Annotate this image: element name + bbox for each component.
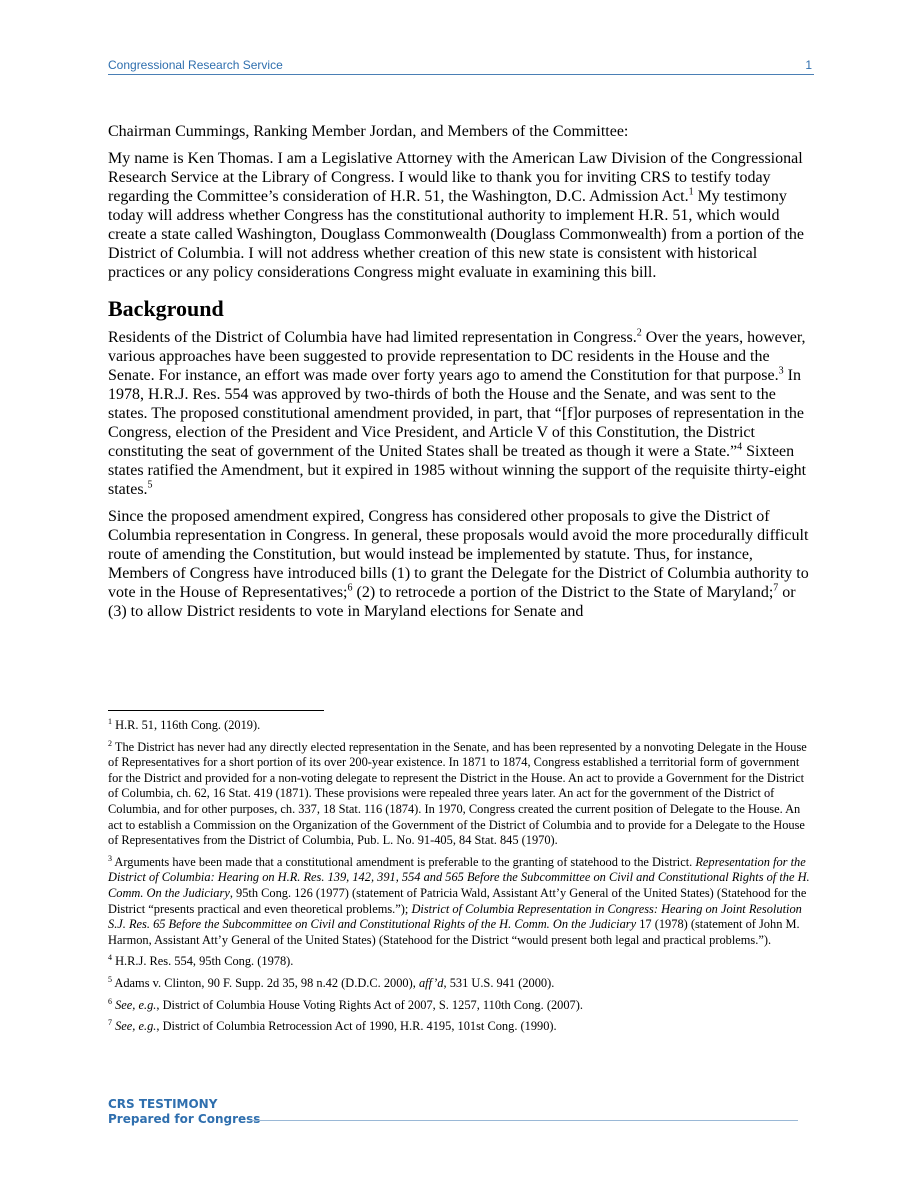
- testimony-body: [108, 122, 814, 629]
- footnote-ref-5: 5: [147, 479, 153, 491]
- footnote-ref-6: 6: [347, 582, 353, 594]
- footer-title: CRS TESTIMONY: [108, 1097, 218, 1111]
- page-header: [108, 58, 814, 75]
- footnote-ref-2: 2: [636, 327, 642, 339]
- footnotes-section: [108, 718, 814, 1041]
- footnote-ref-1: 1: [688, 186, 694, 198]
- footer-brand: [108, 1097, 260, 1127]
- footnote-4: $^4$ H.R.J. Res. 554, 95th Cong. (1978).: [108, 953, 294, 969]
- footer-subtitle: Prepared for Congress: [108, 1112, 261, 1126]
- footnote-3: $^3$ Arguments have been made that a constitutional amendment is preferable to the granting of statehood to the District. Representation for the District of Columbia: Hearing on H.R. Res. 139, 142, 391, 554 and 565 Before the Subcommittee on Civil and Constitutional Rights of the H. Comm. On the Judiciary, 95th Cong. 126 (1977) (statement of Patricia Wald, Assistant Att’y General of the United States) (Statehood for the District “presents practical and even theoretical problems.”); District of Columbia Representation in Congress: Hearing on Joint Resolution S.J. Res. 65 Before the Subcommittee on Civil and Constitutional Rights of the H. Comm. On the Judiciary 17 (1978) (statement of John M. Harmon, Assistant Att’y General of the United States) (Statehood for the District “would present both legal and practical problems.”).: [108, 853, 810, 947]
- footnote-ref-7: 7: [773, 582, 779, 594]
- footer-divider: [250, 1120, 798, 1121]
- footnote-2: $^2$ The District has never had any directly elected representation in the Senate, and has been represented by a nonvoting Delegate in the House of Representatives for a short portion of its over 200-year existence. In 1871 to 1874, Congress established a territorial form of government for the District and provided for a non-voting delegate to represent the District in the House. An act to provide a Government for the District of Columbia, ch. 62, 16 Stat. 419 (1871). These provisions were repealed three years later. An act for the government of the District of Columbia, and for other purposes, ch. 337, 18 Stat. 116 (1874). In 1970, Congress created the current position of Delegate to the House. An act to establish a Commission on the Organization of the Government of the District of Columbia and to provide for a Delegate to the House of Representatives from the District of Columbia, Pub. L. No. 91-405, 84 Stat. 845 (1970).: [108, 738, 807, 848]
- salutation: Chairman Cummings, Ranking Member Jordan, and Members of the Committee:: [108, 123, 629, 140]
- footnote-5: $^5$ Adams v. Clinton, 90 F. Supp. 2d 35, 98 n.42 (D.D.C. 2000), aff’d, 531 U.S. 941 (2000).: [108, 974, 555, 990]
- footnote-1: $^1$ H.R. 51, 116th Cong. (2019).: [108, 716, 261, 732]
- background-paragraph-2: Since the proposed amendment expired, Congress has considered other proposals to give the District of Columbia representation in Congress. In general, these proposals would avoid the more procedurally difficult route of amending the Constitution, but would instead be implemented by statute. Thus, for instance, Members of Congress have introduced bills (1) to grant the Delegate for the District of Columbia authority to vote in the House of Representatives;$^6$ (2) to retrocede a portion of the District to the State of Maryland;$^7$ or (3) to allow District residents to vote in Maryland elections for Senate and: [108, 508, 809, 620]
- footnote-7: $^7$ See, e.g., District of Columbia Retrocession Act of 1990, H.R. 4195, 101st Cong. (1990).: [108, 1017, 557, 1034]
- background-paragraph-1: Residents of the District of Columbia have had limited representation in Congress.$^2$ Over the years, however, various approaches have been suggested to provide representation to DC residents in the House and the Senate. For instance, an effort was made over forty years ago to amend the Constitution for that purpose.$^3$ In 1978, H.R.J. Res. 554 was approved by two-thirds of both the House and the Senate, and was sent to the states. The proposed constitutional amendment provided, in part, that “[f]or purposes of representation in the Congress, election of the President and Vice President, and Article V of this Constitution, the District constituting the seat of government of the United States shall be treated as though it were a State.”$^4$ Sixteen states ratified the Amendment, but it expired in 1985 without winning the support of the requisite thirty-eight states.$^5$: [108, 327, 807, 498]
- footnote-6: $^6$ See, e.g., District of Columbia House Voting Rights Act of 2007, S. 1257, 110th Cong. (2007).: [108, 996, 583, 1012]
- footnote-ref-3: 3: [778, 365, 784, 377]
- header-org-name: Congressional Research Service: [108, 58, 283, 72]
- footnote-ref-4: 4: [737, 441, 743, 453]
- header-page-number: 1: [805, 58, 812, 72]
- section-heading-background: Background: [108, 296, 224, 321]
- intro-paragraph: My name is Ken Thomas. I am a Legislative Attorney with the American Law Division of the Congressional Research Service at the Library of Congress. I would like to thank you for inviting CRS to testify today regarding the Committee’s consideration of H.R. 51, the Washington, D.C. Admission Act.$^1$ My testimony today will address whether Congress has the constitutional authority to implement H.R. 51, which would create a state called Washington, Douglass Commonwealth (Douglass Commonwealth) from a portion of the District of Columbia. I will not address whether creation of this new state is consistent with historical practices or any policy considerations Congress might evaluate in examining this bill.: [108, 150, 805, 281]
- footnote-divider: [108, 710, 324, 711]
